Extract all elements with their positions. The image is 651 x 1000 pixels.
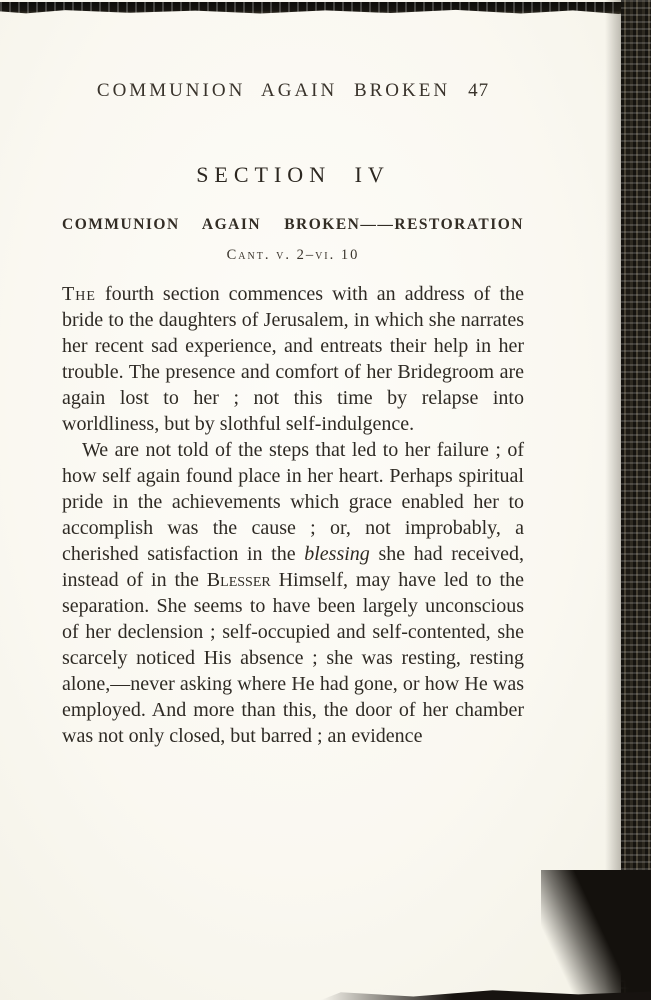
paragraph-2 bbox=[62, 437, 524, 749]
paragraph-1 bbox=[62, 281, 524, 437]
scan-edge-right bbox=[621, 0, 651, 1000]
paragraph-2-text-a: We are not told of the steps that led to her failure ; of how self again found place in her heart. Perhaps spiritual pride in the achievements which grace enabled her to accomplish was the cause ; or, not improbably, a cherished satisfaction in the bbox=[62, 439, 524, 565]
paragraph-2-text-b: she had received, instead of in the bbox=[62, 543, 524, 591]
running-header-title: COMMUNION AGAIN BROKEN bbox=[96, 80, 451, 101]
section-subtitle: COMMUNION AGAIN BROKEN——RESTORATION bbox=[62, 216, 524, 233]
section-heading: SECTION IV bbox=[196, 162, 390, 187]
lead-word: The bbox=[62, 283, 96, 305]
running-header bbox=[62, 80, 524, 102]
scan-edge-bottom-right-corner bbox=[541, 870, 651, 1000]
paragraph-2-italic-word: blessing bbox=[304, 543, 370, 565]
paragraph-1-text: fourth section commences with an address of the bride to the daughters of Jerusalem, in which she narrates her recent sad experience, and entreats their help in her trouble. The presence and comfort of her Bridegroom are again lost to her ; not this time by relapse into worldliness, but by slothful self-indulgence. bbox=[62, 283, 524, 435]
body-copy bbox=[62, 281, 524, 749]
page-number: 47 bbox=[468, 80, 490, 101]
paragraph-2-smallcaps-word: Blesser bbox=[206, 569, 271, 591]
scripture-reference: Cant. v. 2–vi. 10 bbox=[226, 247, 360, 263]
paragraph-2-text-c: Himself, may have led to the separation. She seems to have been largely unconscious of her declension ; self-occupied and self-contented, she scarcely noticed His absence ; she was resting, resting alone,—never asking where He had gone, or how He was employed. And more than this, the door of her chamber was not only closed, but barred ; an evidence bbox=[62, 569, 524, 747]
page-content bbox=[62, 0, 524, 749]
scan-edge-right-shadow bbox=[605, 0, 621, 1000]
